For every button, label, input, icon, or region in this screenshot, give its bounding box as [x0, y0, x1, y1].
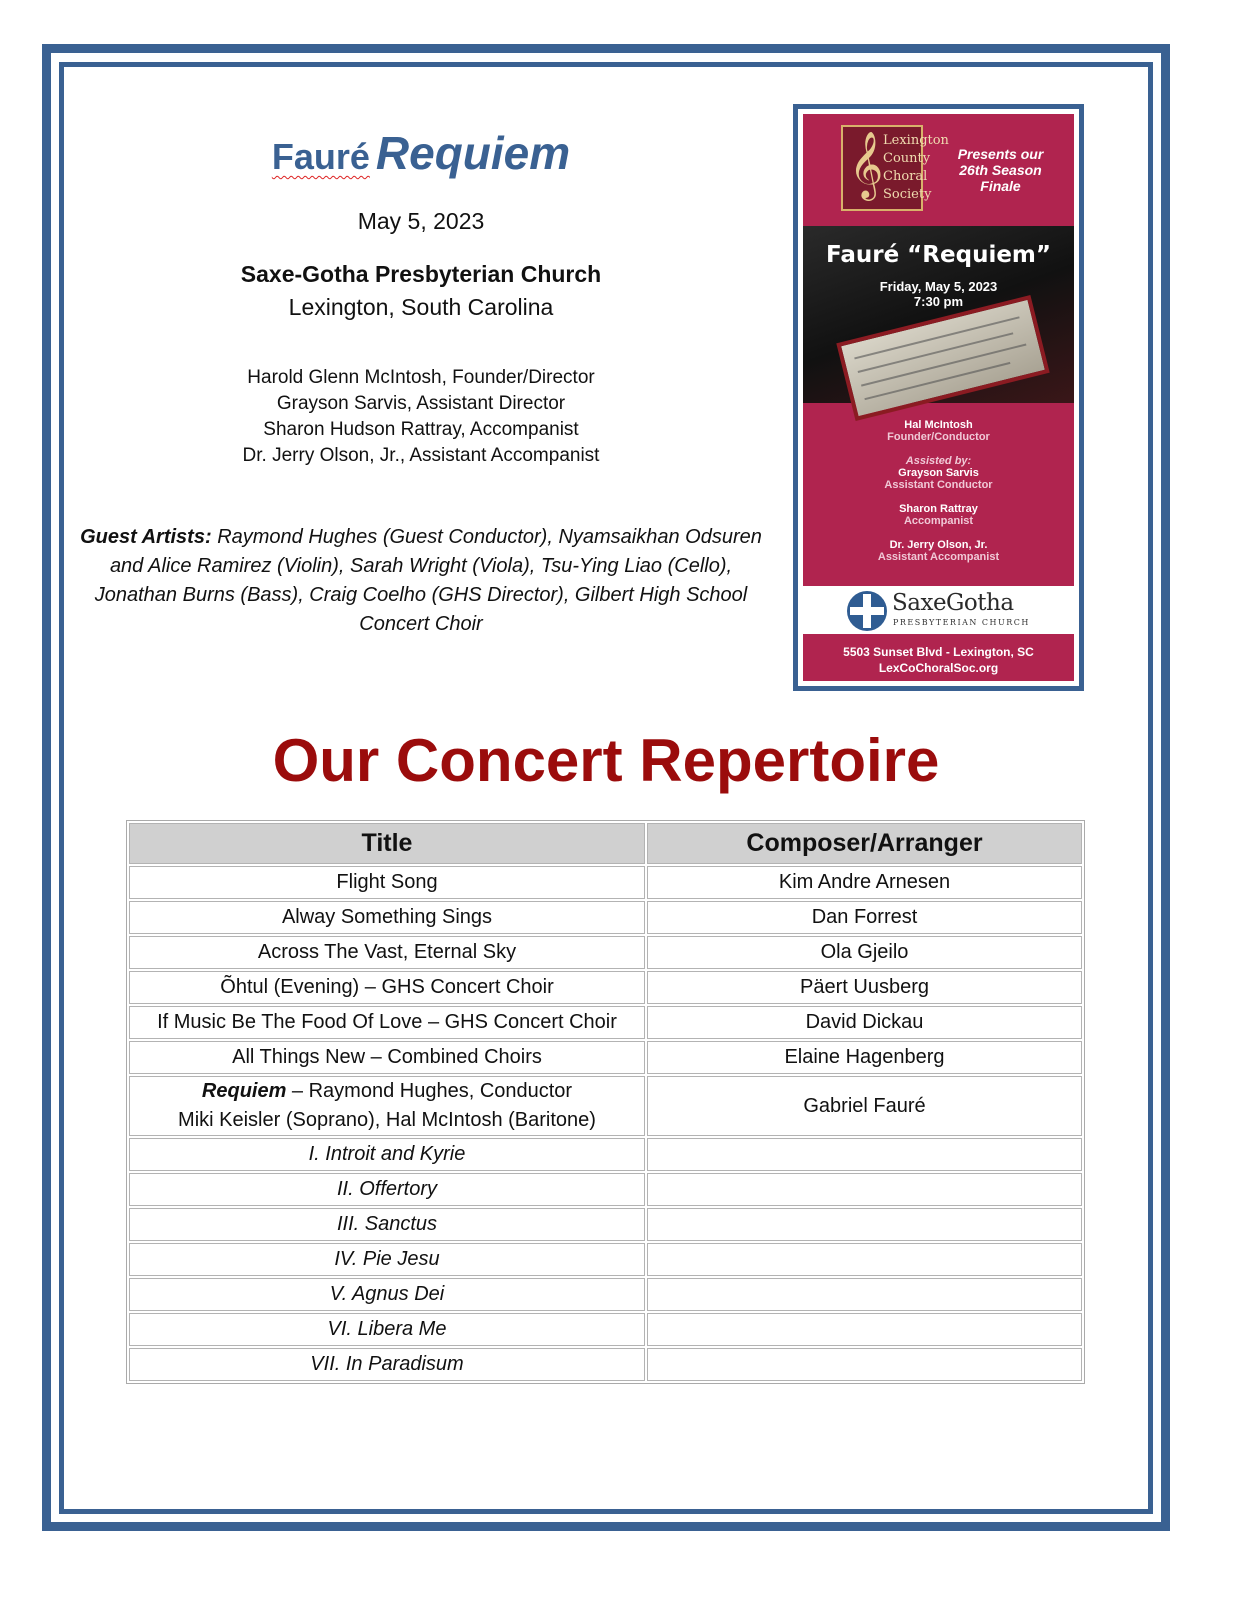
piece-title: Alway Something Sings	[129, 901, 645, 934]
table-row	[129, 936, 1082, 969]
flyer-credits: Hal McIntosh Founder/Conductor Assisted by: Grayson Sarvis Assistant Conductor Sharon Rattray Accompanist Dr. Jerry Olson, Jr. Assistant Accompanist	[877, 419, 1000, 563]
movement-row	[129, 1208, 1082, 1241]
concert-flyer-image	[793, 104, 1084, 691]
requiem-title: Requiem	[201, 1080, 287, 1102]
concert-date: May 5, 2023	[357, 208, 485, 234]
empty-cell	[647, 1138, 1082, 1171]
requiem-conductor: – Raymond Hughes, Conductor	[286, 1080, 573, 1102]
concert-header	[66, 127, 776, 639]
flyer-address: 5503 Sunset Blvd - Lexington, SC LexCoChoralSoc.org	[843, 645, 1034, 675]
staff-item: Harold Glenn McIntosh, Founder/Director	[247, 367, 595, 388]
empty-cell	[647, 1243, 1082, 1276]
flyer-presents: Presents our 26th Season Finale	[957, 146, 1044, 194]
concert-title	[66, 127, 776, 179]
movement-title: III. Sanctus	[129, 1208, 645, 1241]
movement-title: IV. Pie Jesu	[129, 1243, 645, 1276]
movement-title: VI. Libera Me	[129, 1313, 645, 1346]
requiem-title-cell	[129, 1076, 645, 1136]
requiem-row	[129, 1076, 1082, 1136]
piece-title: Õhtul (Evening) – GHS Concert Choir	[129, 971, 645, 1004]
table-row	[129, 1006, 1082, 1039]
sheet-music-photo	[836, 295, 1049, 421]
staff-item: Dr. Jerry Olson, Jr., Assistant Accompanist	[242, 445, 600, 466]
piece-composer: Gabriel Fauré	[647, 1076, 1082, 1136]
repertoire-heading: Our Concert Repertoire	[272, 727, 940, 794]
empty-cell	[647, 1208, 1082, 1241]
title-composer: Fauré	[271, 136, 370, 177]
church-location: Lexington, South Carolina	[288, 294, 554, 320]
flyer-title: Fauré “Requiem”	[825, 242, 1052, 268]
piece-composer: Kim Andre Arnesen	[647, 866, 1082, 899]
movement-row	[129, 1348, 1082, 1381]
empty-cell	[647, 1348, 1082, 1381]
saxe-gotha-logo: SaxeGotha PRESBYTERIAN CHURCH	[803, 586, 1074, 634]
flyer-photo-band	[803, 226, 1074, 403]
flyer-datetime: Friday, May 5, 2023 7:30 pm	[879, 279, 998, 309]
movement-row	[129, 1138, 1082, 1171]
column-header-composer: Composer/Arranger	[647, 823, 1082, 864]
logo-letters: Lexington County Choral Society	[883, 133, 949, 202]
empty-cell	[647, 1278, 1082, 1311]
piece-title: All Things New – Combined Choirs	[129, 1041, 645, 1074]
guest-artists	[66, 523, 776, 639]
requiem-soloists: Miki Keisler (Soprano), Hal McIntosh (Baritone)	[178, 1109, 596, 1131]
table-row	[129, 971, 1082, 1004]
staff-item: Sharon Hudson Rattray, Accompanist	[263, 419, 579, 440]
empty-cell	[647, 1173, 1082, 1206]
piece-composer: Päert Uusberg	[647, 971, 1082, 1004]
movement-title: I. Introit and Kyrie	[129, 1138, 645, 1171]
guest-artists-label: Guest Artists:	[80, 526, 212, 548]
empty-cell	[647, 1313, 1082, 1346]
movement-row	[129, 1278, 1082, 1311]
staff-item: Grayson Sarvis, Assistant Director	[276, 393, 566, 414]
treble-clef-icon: 𝄞	[849, 130, 884, 198]
piece-title: Flight Song	[129, 866, 645, 899]
church-name: Saxe-Gotha Presbyterian Church	[240, 261, 602, 287]
staff-list	[66, 365, 776, 469]
flyer-body	[803, 114, 1074, 681]
movement-row	[129, 1313, 1082, 1346]
guest-artists-text: Raymond Hughes (Guest Conductor), Nyamsaikhan Odsuren and Alice Ramirez (Violin), Sarah Wright (Viola), Tsu-Ying Liao (Cello), Jonathan Burns (Bass), Craig Coelho (GHS Director), Gilbert High School Concert Choir	[94, 526, 762, 635]
table-header-row	[129, 823, 1082, 864]
movement-row	[129, 1173, 1082, 1206]
table-row	[129, 866, 1082, 899]
table-row	[129, 1041, 1082, 1074]
movement-title: VII. In Paradisum	[129, 1348, 645, 1381]
movement-row	[129, 1243, 1082, 1276]
piece-title: Across The Vast, Eternal Sky	[129, 936, 645, 969]
column-header-title: Title	[129, 823, 645, 864]
piece-composer: Ola Gjeilo	[647, 936, 1082, 969]
movement-title: V. Agnus Dei	[129, 1278, 645, 1311]
cross-icon	[847, 591, 887, 631]
title-work: Requiem	[375, 127, 571, 179]
piece-composer: Elaine Hagenberg	[647, 1041, 1082, 1074]
lccs-logo	[841, 125, 949, 211]
table-row	[129, 901, 1082, 934]
piece-composer: David Dickau	[647, 1006, 1082, 1039]
movement-title: II. Offertory	[129, 1173, 645, 1206]
piece-composer: Dan Forrest	[647, 901, 1082, 934]
repertoire-table	[126, 820, 1085, 1384]
piece-title: If Music Be The Food Of Love – GHS Concert Choir	[129, 1006, 645, 1039]
